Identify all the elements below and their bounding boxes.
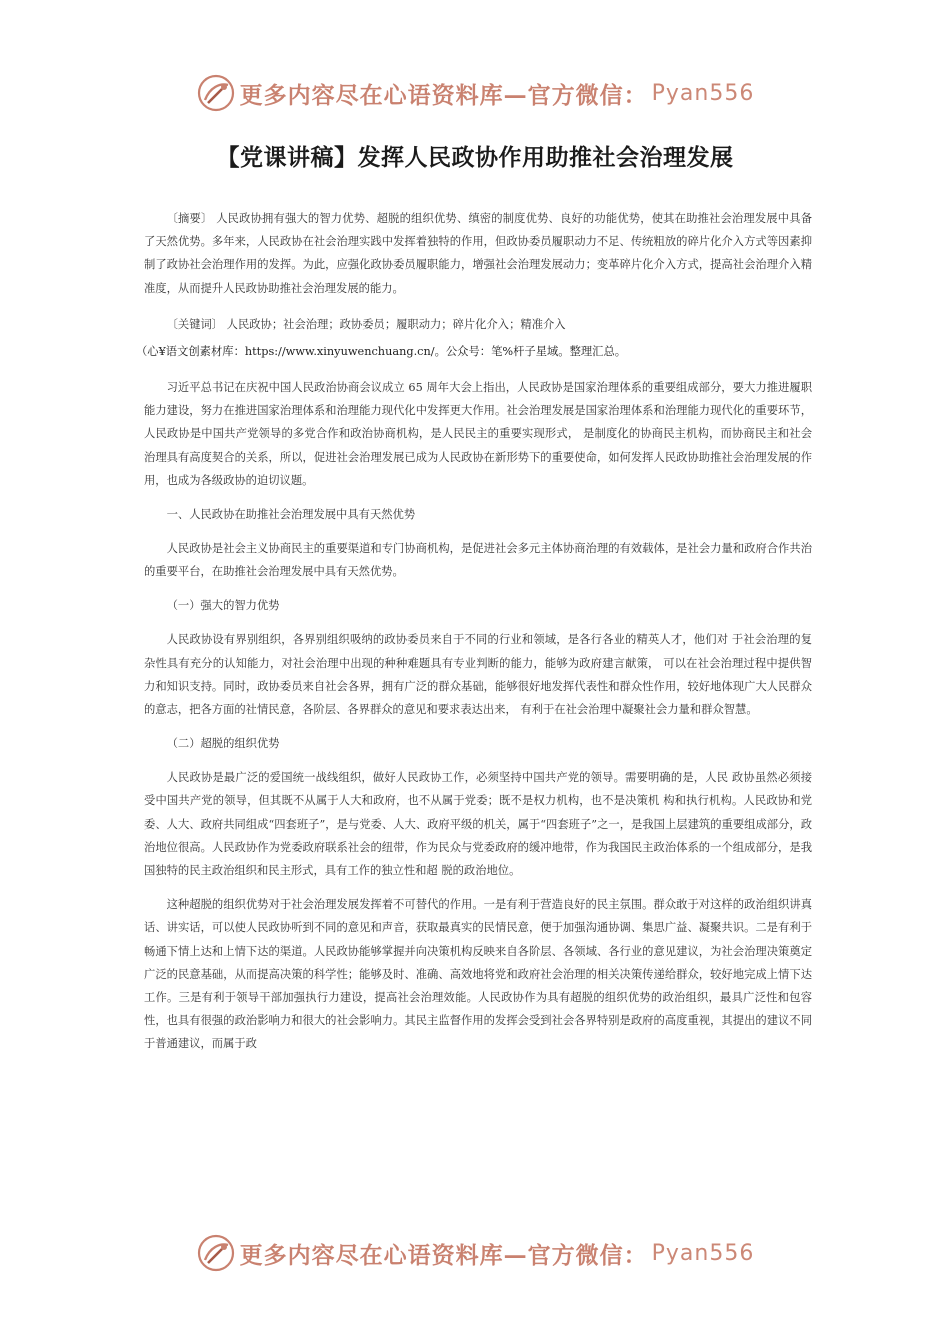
quill-logo-icon: [196, 1233, 236, 1273]
banner-text: 更多内容尽在心语资料库—官方微信：: [239, 1241, 648, 1269]
subsection-heading-1: （一）强大的智力优势: [166, 599, 280, 613]
paragraph-intro: 习近平总书记在庆祝中国人民政治协商会议成立 65 周年大会上指出，人民政协是国家治理体系的重要组成部分，要大力推进履职能力建设，努力在推进国家治理体系和治理能力现代化中发挥更大作用。社会治理发展是国家治理体系和治理能力现代化的重要环节，人民政协是中国共产党领导的多党合作和政治协商机构，是人民民主的重要实现形式， 是制度化的协商民主机构，而协商民主和社会治理具有高度契合的关系，所以，促进社会治理发展已成为人民政协在新形势下的重要使命，如何发挥人民政协助推社会治理发展的作用，也成为各级政协的迫切议题。: [144, 381, 812, 487]
header-banner: [0, 68, 950, 118]
footer-banner: [0, 1228, 950, 1278]
subsection-heading-2: （二）超脱的组织优势: [166, 737, 280, 751]
page-title: 【党课讲稿】发挥人民政协作用助推社会治理发展: [216, 145, 734, 171]
paragraph-4: 人民政协是最广泛的爱国统一战线组织，做好人民政协工作，必须坚持中国共产党的领导。需要明确的是，人民 政协虽然必须接受中国共产党的领导，但其既不从属于人大和政府，也不从属于党委；既不是权力机构，也不是决策机 构和执行机构。人民政协和党委、人大、政府共同组成“四套班子”，是与党委、人大、政府平级的机关，属于“四套班子”之一，是我国上层建筑的重要组成部分，政治地位很高。人民政协作为党委政府联系社会的纽带，作为民众与党委政府的缓冲地带，作为我国民主政治体系的一个组成部分，是我国独特的民主政治组织和民主形式，具有工作的独立性和超 脱的政治地位。: [144, 771, 812, 878]
paragraph-5: 这种超脱的组织优势对于社会治理发展发挥着不可替代的作用。一是有利于营造良好的民主氛围。群众敢于对这样的政治组织讲真话、讲实话，可以使人民政协听到不同的意见和声音，获取最真实的民情民意，便于加强沟通协调、集思广益、凝聚共识。二是有利于畅通下情上达和上情下达的渠道。人民政协能够掌握并向决策机构反映来自各阶层、各领域、各行业的意见建议，为社会治理决策奠定广泛的民意基础，从而提高决策的科学性；能够及时、准确、高效地将党和政府社会治理的相关决策传递给群众，较好地完成上情下达工作。三是有利于领导干部加强执行力建设，提高社会治理效能。人民政协作为具有超脱的组织优势的政治组织，最具广泛性和包容性，也具有很强的政治影响力和很大的社会影响力。其民主监督作用的发挥会受到社会各界特别是政府的高度重视，其提出的建议不同于普通建议，而属于政: [144, 898, 812, 1051]
section-heading-1: 一、人民政协在助推社会治理发展中具有天然优势: [166, 508, 416, 522]
banner-text: 更多内容尽在心语资料库—官方微信：: [239, 81, 648, 109]
paragraph-3: 人民政协设有界别组织，各界别组织吸纳的政协委员来自于不同的行业和领域，是各行各业的精英人才，他们对 于社会治理的复杂性具有充分的认知能力，对社会治理中出现的种种难题具有专业判断的能力，能够为政府建言献策， 可以在社会治理过程中提供智力和知识支持。同时，政协委员来自社会各界，拥有广泛的群众基础，能够很好地发挥代表性和群众性作用，较好地体现广大人民群众的意志，把各方面的社情民意，各阶层、各界群众的意见和要求表达出来， 有利于在社会治理中凝聚社会力量和群众智慧。: [144, 633, 812, 717]
banner-wechat-id: Pyan556: [651, 80, 755, 106]
abstract: 〔摘要〕 人民政协拥有强大的智力优势、超脱的组织优势、缜密的制度优势、良好的功能优势，使其在助推社会治理发展中具备了天然优势。多年来，人民政协在社会治理实践中发挥着独特的作用，但政协委员履职动力不足、传统粗放的碎片化介入方式等因素抑制了政协社会治理作用的发挥。为此，应强化政协委员履职能力，增强社会治理发展动力；变革碎片化介入方式，提高社会治理介入精准度，从而提升人民政协助推社会治理发展的能力。: [144, 212, 812, 295]
banner-wechat-id: Pyan556: [651, 1240, 755, 1266]
source-note: （心¥语文创素材库：https://www.xinyuwenchuang.cn/。公众号：笔%杆子星域。整理汇总。: [136, 345, 627, 359]
paragraph-2: 人民政协是社会主义协商民主的重要渠道和专门协商机构，是促进社会多元主体协商治理的有效载体，是社会力量和政府合作共治的重要平台，在助推社会治理发展中具有天然优势。: [144, 542, 812, 579]
quill-logo-icon: [196, 73, 236, 113]
document-body: [136, 207, 812, 1067]
keywords: 〔关键词〕 人民政协；社会治理；政协委员；履职动力；碎片化介入；精准介入: [166, 317, 566, 331]
